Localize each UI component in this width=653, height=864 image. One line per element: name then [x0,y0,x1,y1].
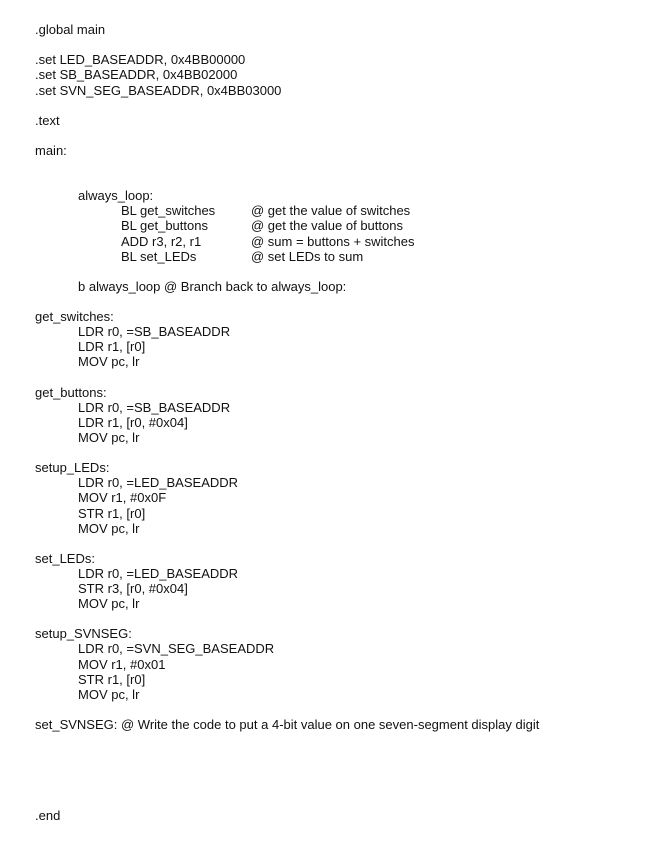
code-line: LDR r0, =LED_BASEADDR [78,566,239,581]
code-line: BL get_switches [121,203,216,218]
code-line: MOV r1, #0x01 [78,657,166,672]
set-directive: .set SB_BASEADDR, 0x4BB02000 [35,67,238,82]
end-directive: .end [35,808,61,823]
code-line: BL set_LEDs [121,249,197,264]
code-line: STR r1, [r0] [78,672,146,687]
code-comment: @ get the value of switches [251,203,411,218]
code-line: LDR r0, =LED_BASEADDR [78,475,239,490]
code-line: LDR r1, [r0] [78,339,146,354]
global-directive: .global main [35,22,106,37]
set-directive: .set SVN_SEG_BASEADDR, 0x4BB03000 [35,83,282,98]
code-line: MOV pc, lr [78,596,140,611]
set-leds-label: set_LEDs: [35,551,95,566]
branch-line: b always_loop @ Branch back to always_loop: [78,279,347,294]
code-line: STR r3, [r0, #0x04] [78,581,188,596]
code-line: LDR r0, =SVN_SEG_BASEADDR [78,641,275,656]
code-comment: @ set LEDs to sum [251,249,364,264]
code-line: MOV pc, lr [78,430,140,445]
code-line: MOV pc, lr [78,354,140,369]
code-line: LDR r1, [r0, #0x04] [78,415,188,430]
code-line: LDR r0, =SB_BASEADDR [78,324,231,339]
setup-leds-label: setup_LEDs: [35,460,110,475]
set-directive: .set LED_BASEADDR, 0x4BB00000 [35,52,246,67]
text-directive: .text [35,113,60,128]
get-buttons-label: get_buttons: [35,385,107,400]
code-line: MOV pc, lr [78,521,140,536]
code-line: LDR r0, =SB_BASEADDR [78,400,231,415]
code-line: BL get_buttons [121,218,208,233]
code-line: MOV pc, lr [78,687,140,702]
code-line: STR r1, [r0] [78,506,146,521]
always-loop-label: always_loop: [78,188,154,203]
set-svnseg-line: set_SVNSEG: @ Write the code to put a 4-bit value on one seven-segment display digit [35,717,540,732]
setup-svnseg-label: setup_SVNSEG: [35,626,132,641]
main-label: main: [35,143,67,158]
get-switches-label: get_switches: [35,309,114,324]
code-line: MOV r1, #0x0F [78,490,167,505]
code-comment: @ sum = buttons + switches [251,234,415,249]
code-line: ADD r3, r2, r1 [121,234,202,249]
code-comment: @ get the value of buttons [251,218,403,233]
